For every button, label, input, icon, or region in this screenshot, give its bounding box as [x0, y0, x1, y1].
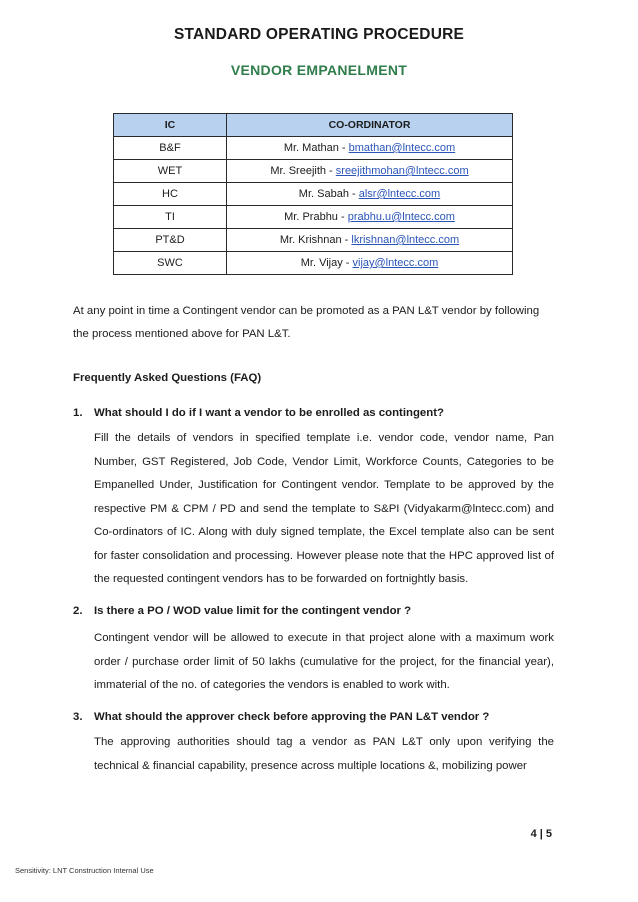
coordinator-cell	[227, 252, 513, 275]
coordinator-cell	[227, 183, 513, 206]
coordinator-name: Mr. Vijay -	[300, 257, 353, 269]
faq-number: 1.	[73, 407, 83, 419]
coordinator-email-link[interactable]: alsr@lntecc.com	[358, 188, 441, 200]
column-header-ic: IC	[114, 114, 227, 137]
ic-cell: PT&D	[114, 229, 227, 252]
ic-cell: WET	[114, 160, 227, 183]
document-title: STANDARD OPERATING PROCEDURE	[173, 26, 465, 43]
ic-cell: SWC	[114, 252, 227, 275]
column-header-coordinator: CO-ORDINATOR	[227, 114, 513, 137]
coordinator-email-link[interactable]: lkrishnan@lntecc.com	[351, 234, 460, 246]
table-row	[114, 229, 513, 252]
coordinator-name: Mr. Prabhu -	[284, 211, 348, 223]
faq-heading: Frequently Asked Questions (FAQ)	[73, 372, 262, 384]
ic-cell: HC	[114, 183, 227, 206]
coordinator-email-link[interactable]: sreejithmohan@lntecc.com	[335, 165, 469, 177]
intro-paragraph: At any point in time a Contingent vendor can be promoted as a PAN L&T vendor by following the process mentioned above for PAN L&T.	[73, 305, 540, 340]
document-subtitle: VENDOR EMPANELMENT	[230, 62, 408, 78]
coordinator-email-link[interactable]: prabhu.u@lntecc.com	[347, 211, 455, 223]
faq-question-text: What should I do if I want a vendor to be enrolled as contingent?	[94, 407, 444, 419]
coordinator-cell	[227, 229, 513, 252]
coordinator-cell	[227, 206, 513, 229]
table-row	[114, 137, 513, 160]
table-header-row	[114, 114, 513, 137]
faq-question-2	[73, 605, 555, 617]
table-row	[114, 183, 513, 206]
faq-question-text: Is there a PO / WOD value limit for the contingent vendor ?	[94, 605, 412, 617]
coordinator-name: Mr. Sreejith -	[270, 165, 336, 177]
coordinator-name: Mr. Sabah -	[298, 188, 359, 200]
ic-cell: TI	[114, 206, 227, 229]
faq-question-3	[73, 711, 555, 723]
coordinator-cell	[227, 137, 513, 160]
faq-answer-3: The approving authorities should tag a vendor as PAN L&T only upon verifying the technical & financial capability, presence across multiple locations &, mobilizing power	[94, 736, 554, 772]
coordinator-table	[113, 113, 513, 275]
table-row	[114, 160, 513, 183]
coordinator-email-link[interactable]: bmathan@lntecc.com	[348, 142, 456, 154]
ic-cell: B&F	[114, 137, 227, 160]
sensitivity-footer: Sensitivity: LNT Construction Internal Use	[15, 866, 154, 875]
faq-answer-1: Fill the details of vendors in specified template i.e. vendor code, vendor name, Pan Number, GST Registered, Job Code, Vendor Limit, Workforce Counts, Categories to be Empanelled Under, Justification for Contingent vendor. Template to be approved by the respective PM & CPM / PD and send the template to S&PI (Vidyakarm@lntecc.com) and Co-ordinators of IC. Along with duly signed template, the Excel template also can be sent for faster consolidation and processing. However please note that the HPC approved list of the requested contingent vendors has to be forwarded on fortnightly basis.	[94, 432, 554, 585]
table-row	[114, 206, 513, 229]
table-row	[114, 252, 513, 275]
faq-number: 2.	[73, 605, 83, 617]
faq-answer-2: Contingent vendor will be allowed to execute in that project alone with a maximum work order / purchase order limit of 50 lakhs (cumulative for the project, for the financial year), immaterial of the no. of categories the vendors is enabled to work with.	[94, 632, 554, 691]
faq-question-text: What should the approver check before approving the PAN L&T vendor ?	[94, 711, 490, 723]
coordinator-email-link[interactable]: vijay@lntecc.com	[352, 257, 439, 269]
coordinator-name: Mr. Krishnan -	[279, 234, 352, 246]
faq-number: 3.	[73, 711, 83, 723]
coordinator-cell	[227, 160, 513, 183]
faq-question-1	[73, 407, 555, 419]
page-number: 4 | 5	[530, 828, 552, 840]
coordinator-name: Mr. Mathan -	[283, 142, 349, 154]
